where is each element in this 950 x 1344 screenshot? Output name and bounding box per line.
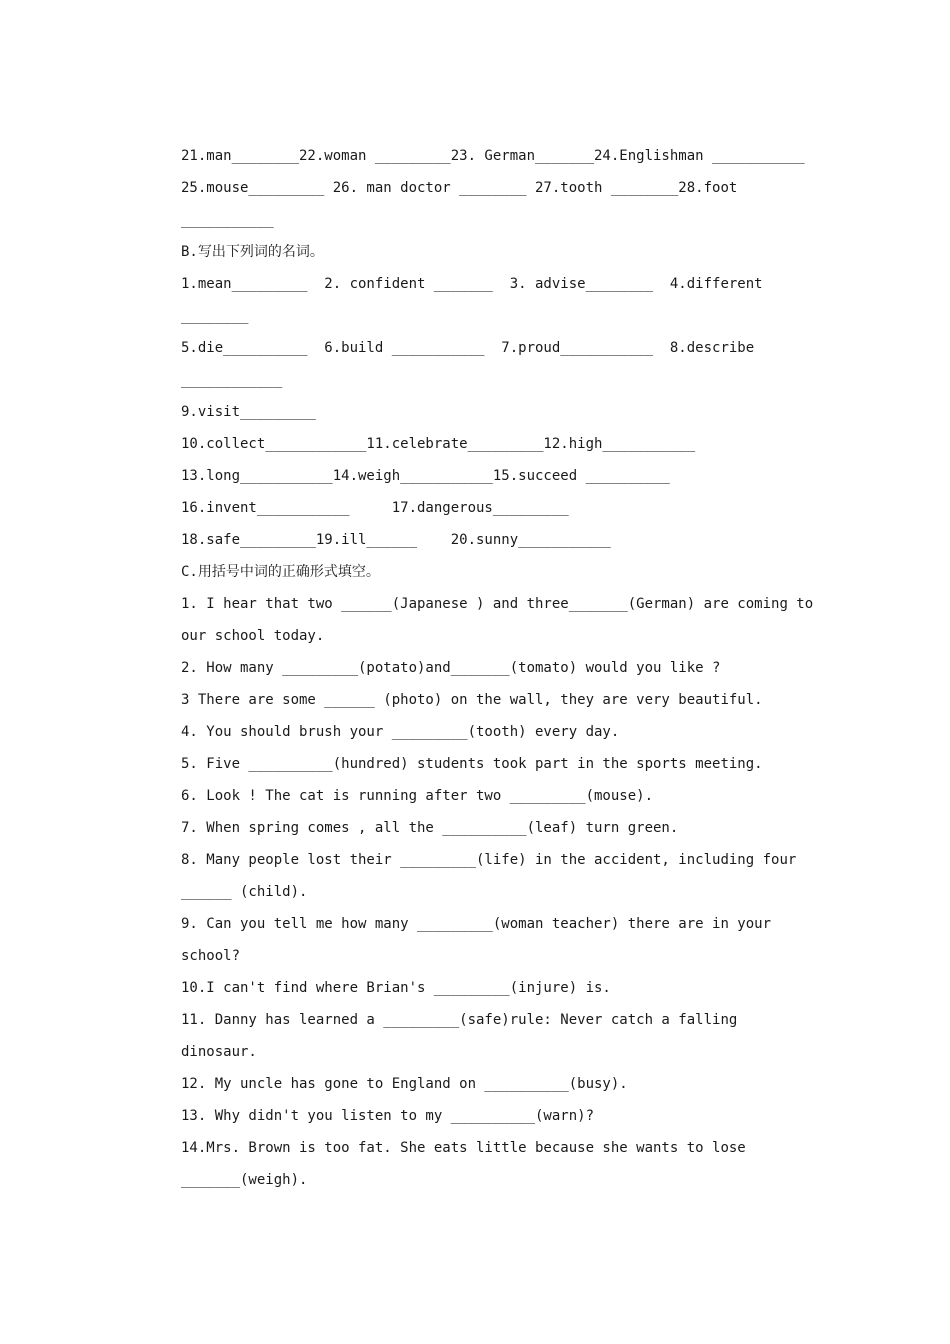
exercise-b-line: 5.die__________ 6.build ___________ 7.proud___________ 8.describe xyxy=(181,340,755,356)
exercise-a-line: 21.man________22.woman _________23. German_______24.Englishman ___________ xyxy=(181,148,805,164)
exercise-c-line: 8. Many people lost their _________(life) in the accident, including four xyxy=(181,852,797,868)
exercise-b-line: 13.long___________14.weigh___________15.succeed __________ xyxy=(181,468,670,484)
exercise-c-line: _______(weigh). xyxy=(181,1172,308,1188)
exercise-c-line: 12. My uncle has gone to England on __________(busy). xyxy=(181,1076,628,1092)
section-c-heading: C.用括号中词的正确形式填空。 xyxy=(181,564,380,580)
exercise-b-line: 9.visit_________ xyxy=(181,404,316,420)
exercise-b-line: ____________ xyxy=(181,372,283,388)
exercise-b-line: 1.mean_________ 2. confident _______ 3. advise________ 4.different xyxy=(181,276,763,292)
exercise-c-line: 6. Look ! The cat is running after two _________(mouse). xyxy=(181,788,654,804)
exercise-c-line: 5. Five __________(hundred) students took part in the sports meeting. xyxy=(181,756,763,772)
exercise-b-line: 18.safe_________19.ill______ 20.sunny___________ xyxy=(181,532,611,548)
exercise-c-line: dinosaur. xyxy=(181,1044,257,1060)
exercise-a-line: 25.mouse_________ 26. man doctor ________ 27.tooth ________28.foot xyxy=(181,180,738,196)
exercise-c-line: 7. When spring comes , all the __________(leaf) turn green. xyxy=(181,820,679,836)
exercise-c-line: 9. Can you tell me how many _________(woman teacher) there are in your xyxy=(181,916,772,932)
exercise-c-line: 3 There are some ______ (photo) on the wall, they are very beautiful. xyxy=(181,692,763,708)
exercise-c-line: 2. How many _________(potato)and_______(tomato) would you like ? xyxy=(181,660,721,676)
exercise-b-line: 16.invent___________ 17.dangerous_________ xyxy=(181,500,569,516)
exercise-b-line: 10.collect____________11.celebrate_________12.high___________ xyxy=(181,436,696,452)
exercise-b-line: ________ xyxy=(181,308,249,324)
exercise-c-line: 11. Danny has learned a _________(safe)rule: Never catch a falling xyxy=(181,1012,738,1028)
exercise-c-line: 4. You should brush your _________(tooth) every day. xyxy=(181,724,620,740)
exercise-c-line: 13. Why didn't you listen to my __________(warn)? xyxy=(181,1108,595,1124)
worksheet-page xyxy=(181,142,821,1198)
exercise-c-line: 10.I can't find where Brian's _________(injure) is. xyxy=(181,980,611,996)
exercise-c-line: ______ (child). xyxy=(181,884,308,900)
exercise-c-line: 1. I hear that two ______(Japanese ) and three_______(German) are coming to xyxy=(181,596,814,612)
section-b-heading: B.写出下列词的名词。 xyxy=(181,244,324,260)
exercise-c-line: school? xyxy=(181,948,241,964)
exercise-c-line: 14.Mrs. Brown is too fat. She eats little because she wants to lose xyxy=(181,1140,746,1156)
exercise-c-line: our school today. xyxy=(181,628,325,644)
exercise-a-line: ___________ xyxy=(181,212,274,228)
